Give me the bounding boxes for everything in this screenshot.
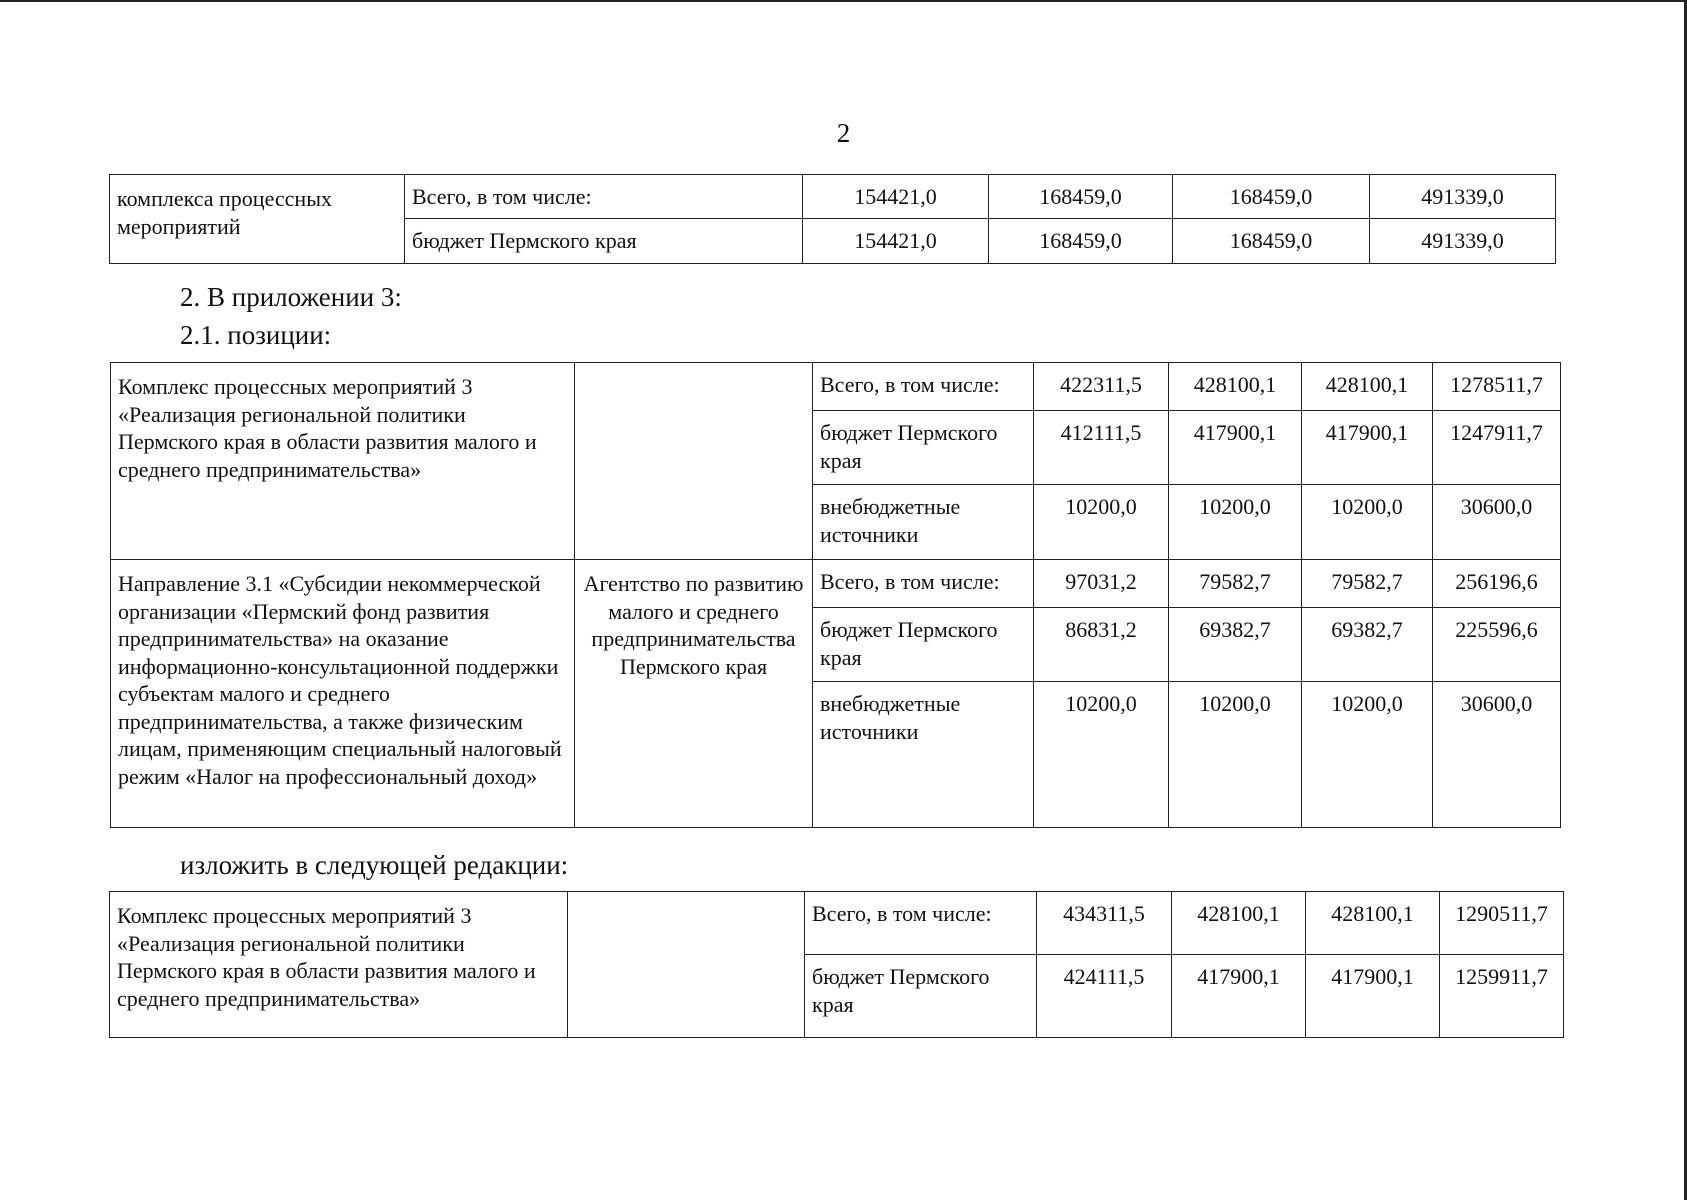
funding-source-cell: Всего, в том числе: (405, 175, 803, 219)
funding-source-cell: бюджет Пермского края (813, 411, 1034, 485)
value-cell: 10200,0 (1169, 485, 1302, 560)
value-cell: 30600,0 (1433, 485, 1561, 560)
executor-cell: Агентство по развитию малого и среднего предпринимательства Пермского края (575, 560, 813, 828)
value-cell: 168459,0 (1173, 219, 1370, 264)
value-cell: 417900,1 (1302, 411, 1433, 485)
value-cell: 256196,6 (1433, 560, 1561, 608)
value-cell: 424111,5 (1037, 955, 1172, 1038)
funding-source-cell: внебюджетные источники (813, 485, 1034, 560)
value-cell: 428100,1 (1306, 892, 1440, 955)
value-cell: 30600,0 (1433, 682, 1561, 828)
complex-name-cell: Комплекс процессных мероприятий 3 «Реализация региональной политики Пермского края в области развития малого и среднего предпринимательства» (110, 892, 568, 1038)
table-new-revision (109, 891, 1564, 1038)
table-positions (110, 362, 1561, 828)
revision-heading: изложить в следующей редакции: (180, 850, 569, 880)
funding-source-cell: бюджет Пермского края (405, 219, 803, 264)
value-cell: 69382,7 (1302, 608, 1433, 682)
value-cell: 417900,1 (1306, 955, 1440, 1038)
value-cell: 168459,0 (989, 175, 1173, 219)
value-cell: 428100,1 (1302, 363, 1433, 411)
value-cell: 10200,0 (1302, 682, 1433, 828)
table-row (110, 892, 1564, 955)
value-cell: 10200,0 (1034, 485, 1169, 560)
value-cell: 422311,5 (1034, 363, 1169, 411)
value-cell: 1278511,7 (1433, 363, 1561, 411)
direction-name-cell: Направление 3.1 «Субсидии некоммерческой организации «Пермский фонд развития предпринимательства» на оказание информационно-консультационной поддержки субъектам малого и среднего предпринимательства, а также физическим лицам, применяющим специальный налоговый режим «Налог на профессиональный доход» (111, 560, 575, 828)
value-cell: 417900,1 (1172, 955, 1306, 1038)
table-row (111, 363, 1561, 411)
value-cell: 225596,6 (1433, 608, 1561, 682)
funding-source-cell: Всего, в том числе: (813, 560, 1034, 608)
value-cell: 1259911,7 (1440, 955, 1564, 1038)
funding-source-cell: внебюджетные источники (813, 682, 1034, 828)
value-cell: 154421,0 (803, 219, 989, 264)
value-cell: 1247911,7 (1433, 411, 1561, 485)
value-cell: 412111,5 (1034, 411, 1169, 485)
value-cell: 79582,7 (1169, 560, 1302, 608)
value-cell: 97031,2 (1034, 560, 1169, 608)
scan-top-edge (0, 0, 1687, 2)
value-cell: 10200,0 (1302, 485, 1433, 560)
value-cell: 491339,0 (1370, 219, 1556, 264)
value-cell: 79582,7 (1302, 560, 1433, 608)
funding-source-cell: Всего, в том числе: (805, 892, 1037, 955)
section-heading: 2. В приложении 3: (180, 282, 402, 312)
value-cell: 491339,0 (1370, 175, 1556, 219)
executor-cell (568, 892, 805, 1038)
value-cell: 154421,0 (803, 175, 989, 219)
value-cell: 10200,0 (1034, 682, 1169, 828)
executor-cell (575, 363, 813, 560)
value-cell: 86831,2 (1034, 608, 1169, 682)
table-continuation (109, 174, 1556, 264)
program-name-cell: комплекса процессных мероприятий (110, 175, 405, 264)
funding-source-cell: Всего, в том числе: (813, 363, 1034, 411)
subsection-heading: 2.1. позиции: (180, 320, 332, 350)
value-cell: 1290511,7 (1440, 892, 1564, 955)
page-number: 2 (836, 118, 851, 148)
value-cell: 168459,0 (989, 219, 1173, 264)
complex-name-cell: Комплекс процессных мероприятий 3 «Реализация региональной политики Пермского края в области развития малого и среднего предпринимательства» (111, 363, 575, 560)
funding-source-cell: бюджет Пермского края (813, 608, 1034, 682)
value-cell: 417900,1 (1169, 411, 1302, 485)
value-cell: 428100,1 (1169, 363, 1302, 411)
table-row (110, 175, 1556, 219)
funding-source-cell: бюджет Пермского края (805, 955, 1037, 1038)
value-cell: 69382,7 (1169, 608, 1302, 682)
value-cell: 10200,0 (1169, 682, 1302, 828)
value-cell: 434311,5 (1037, 892, 1172, 955)
table-row (111, 560, 1561, 608)
value-cell: 428100,1 (1172, 892, 1306, 955)
value-cell: 168459,0 (1173, 175, 1370, 219)
